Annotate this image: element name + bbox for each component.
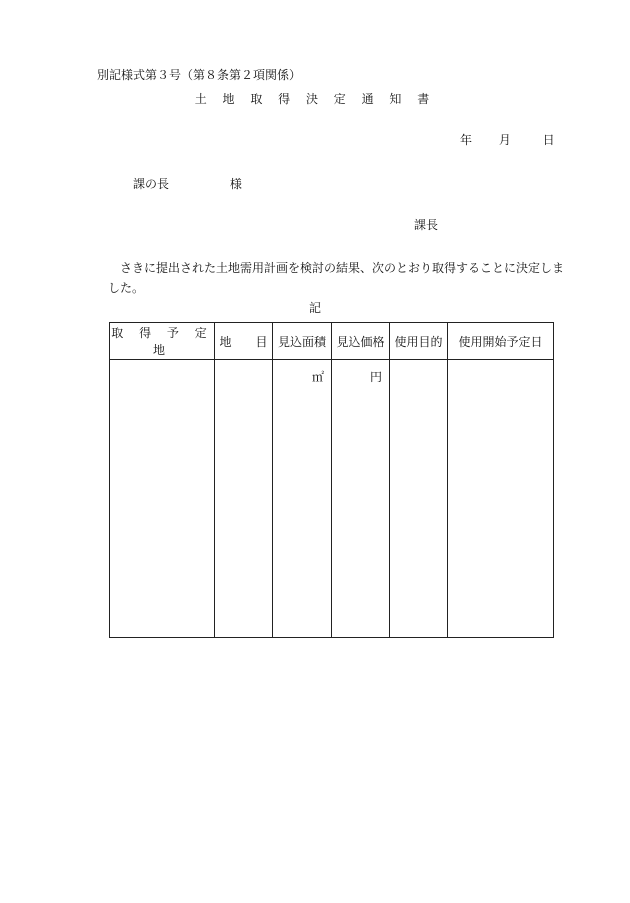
table-header-row bbox=[110, 323, 554, 360]
cell-planned-land[interactable] bbox=[110, 360, 215, 638]
header-land-category: 地 目 bbox=[215, 323, 273, 360]
table-row bbox=[110, 360, 554, 638]
document-title: 土 地 取 得 決 定 通 知 書 bbox=[194, 92, 436, 106]
addressee bbox=[133, 175, 242, 192]
sender-title: 課長 bbox=[414, 218, 439, 232]
form-number: 別記様式第３号（第８条第２項関係） bbox=[97, 68, 302, 82]
date-line bbox=[460, 131, 555, 148]
cell-usage-purpose[interactable] bbox=[390, 360, 448, 638]
header-planned-land: 取 得 予 定 地 bbox=[110, 323, 215, 360]
cell-estimated-area[interactable] bbox=[273, 360, 332, 638]
price-unit: 円 bbox=[369, 370, 382, 384]
header-usage-start-date: 使用開始予定日 bbox=[448, 323, 554, 360]
addressee-honorific: 様 bbox=[229, 177, 242, 191]
ki-heading: 記 bbox=[308, 301, 321, 315]
day-label: 日 bbox=[542, 133, 555, 147]
addressee-division: 課の長 bbox=[133, 177, 170, 191]
cell-estimated-price[interactable] bbox=[332, 360, 390, 638]
area-unit: ㎡ bbox=[311, 370, 324, 384]
cell-land-category[interactable] bbox=[215, 360, 273, 638]
acquisition-table bbox=[109, 322, 554, 638]
year-label: 年 bbox=[460, 133, 473, 147]
header-usage-purpose: 使用目的 bbox=[390, 323, 448, 360]
body-text: さきに提出された土地需用計画を検討の結果、次のとおり取得することに決定しました。 bbox=[108, 261, 565, 295]
header-estimated-price: 見込価格 bbox=[332, 323, 390, 360]
month-label: 月 bbox=[498, 133, 511, 147]
header-estimated-area: 見込面積 bbox=[273, 323, 332, 360]
cell-usage-start-date[interactable] bbox=[448, 360, 554, 638]
